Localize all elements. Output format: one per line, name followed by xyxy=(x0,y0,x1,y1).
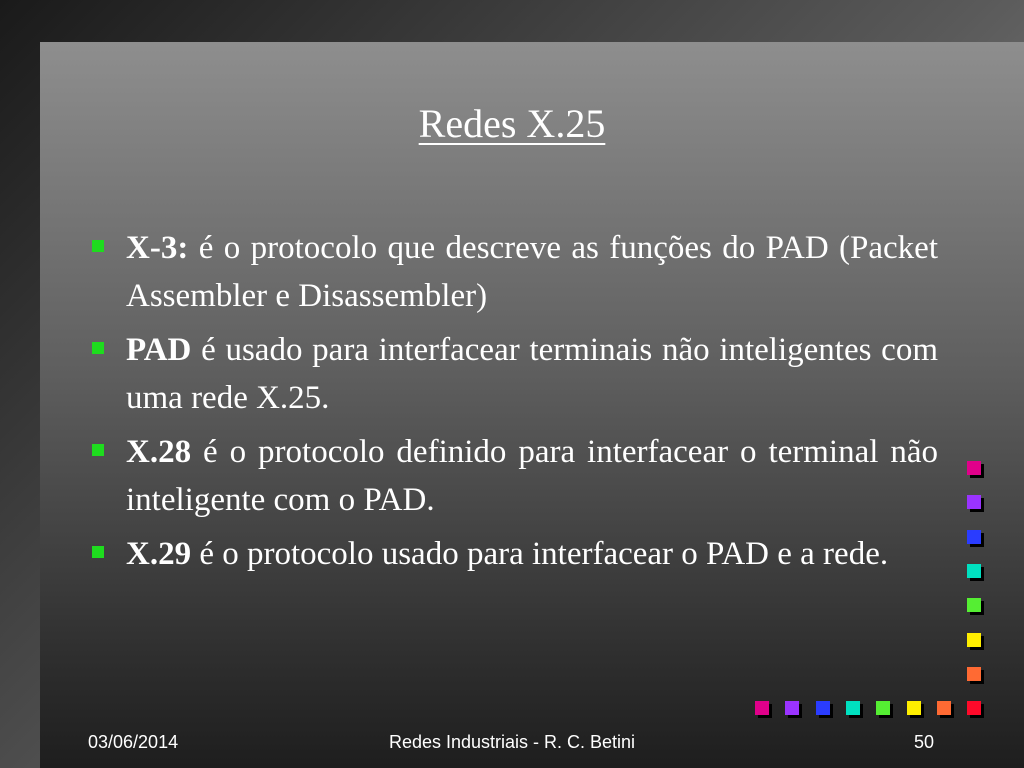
decor-square-column xyxy=(967,564,981,578)
decor-square-column xyxy=(967,530,981,544)
bullet-item xyxy=(90,530,938,578)
bullet-item xyxy=(90,326,938,422)
bullet-body: é o protocolo usado para interfacear o PAD e a rede. xyxy=(191,536,889,572)
bullet-list xyxy=(90,224,938,584)
bullet-item xyxy=(90,224,938,320)
bullet-text xyxy=(126,530,938,578)
bullet-text xyxy=(126,428,938,524)
bullet-body: é o protocolo definido para interfacear o terminal não inteligente com o PAD. xyxy=(126,434,938,518)
decor-square-column xyxy=(967,633,981,647)
bullet-marker-icon xyxy=(92,444,104,456)
decor-square-column xyxy=(967,598,981,612)
bullet-term: X-3: xyxy=(126,230,189,266)
decor-square-row xyxy=(967,701,981,715)
bullet-body: é usado para interfacear terminais não inteligentes com uma rede X.25. xyxy=(126,332,938,416)
page-number: 50 xyxy=(914,732,935,752)
decor-square-row xyxy=(937,701,951,715)
bullet-marker-icon xyxy=(92,342,104,354)
decor-square-column xyxy=(967,667,981,681)
bullet-text xyxy=(126,326,938,422)
bullet-term: X.29 xyxy=(126,536,192,572)
decor-square-row xyxy=(876,701,890,715)
decor-square-column xyxy=(967,461,981,475)
footer-title: Redes Industriais - R. C. Betini xyxy=(388,732,636,752)
bullet-term: PAD xyxy=(126,332,192,368)
decor-square-row xyxy=(846,701,860,715)
slide-title: Redes X.25 xyxy=(418,101,606,146)
bullet-text xyxy=(126,224,938,320)
decor-square-row xyxy=(907,701,921,715)
bullet-marker-icon xyxy=(92,240,104,252)
footer-date: 03/06/2014 xyxy=(88,732,179,752)
decor-square-row xyxy=(785,701,799,715)
bullet-marker-icon xyxy=(92,546,104,558)
decor-square-column xyxy=(967,495,981,509)
bullet-body: é o protocolo que descreve as funções do PAD (Packet Assembler e Disassembler) xyxy=(126,230,938,314)
bullet-item xyxy=(90,428,938,524)
decor-square-row xyxy=(755,701,769,715)
bullet-term: X.28 xyxy=(126,434,192,470)
decor-square-row xyxy=(816,701,830,715)
